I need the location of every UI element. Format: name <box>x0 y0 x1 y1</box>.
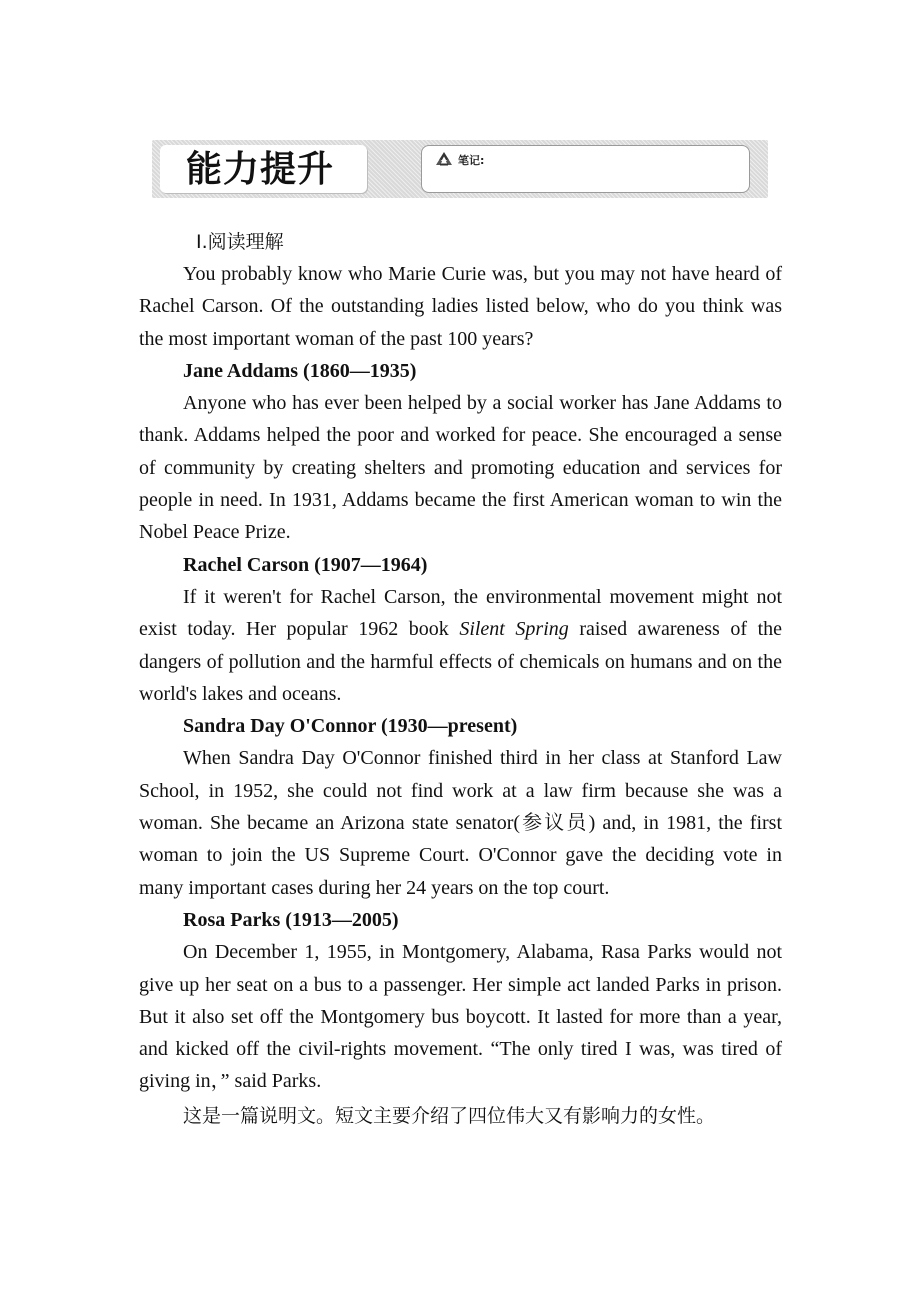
entry-body: Anyone who has ever been helped by a social worker has Jane Addams to thank. Addams helped the poor and worked for peace. She encouraged a sense of community by creating shelters and promoting education and services for people in need. In 1931, Addams became the first American woman to win the Nobel Peace Prize. <box>139 392 782 544</box>
entry-body-text: If it weren't for Rachel Carson, the environmental movement might not exist today. Her popular 1962 book <box>139 585 782 641</box>
notes-label: 笔记: <box>458 154 485 167</box>
entry-heading: Rosa Parks (1913—2005) <box>183 908 399 931</box>
entry-body <box>139 581 782 710</box>
entry-body: When Sandra Day O'Connor finished third in her class at Stanford Law School, in 1952, she could not find work at a law firm because she was a woman. She became an Arizona state senator(参议员) and, in 1981, the first woman to join the US Supreme Court. O'Connor gave the deciding vote in many important cases during her 24 years on the top court. <box>139 747 782 899</box>
book-title: Silent Spring <box>459 618 569 641</box>
entry-heading: Jane Addams (1860—1935) <box>183 359 417 382</box>
summary-note: 这是一篇说明文。短文主要介绍了四位伟大又有影响力的女性。 <box>183 1104 716 1127</box>
entry-heading: Rachel Carson (1907—1964) <box>183 553 428 576</box>
entry-body: On December 1, 1955, in Montgomery, Alabama, Rasa Parks would not give up her seat on a bus to a passenger. Her simple act landed Parks in prison. But it also set off the Montgomery bus boycott. It lasted for more than a year, and kicked off the civil-rights movement. “The only tired I was, was tired of giving in，” said Parks. <box>139 941 782 1093</box>
section-label: Ⅰ.阅读理解 <box>196 231 284 253</box>
notes-box <box>421 145 750 193</box>
entry-heading: Sandra Day O'Connor (1930—present) <box>183 715 518 738</box>
recycle-icon <box>434 151 454 167</box>
banner-title: 能力提升 <box>186 149 335 190</box>
reading-passage <box>139 226 782 1132</box>
section-banner <box>152 140 768 198</box>
banner-title-box <box>160 145 367 193</box>
entry-body-text: raised awareness of the dangers of pollution and the harmful effects of chemicals on humans and on the world's lakes and oceans. <box>139 618 783 705</box>
intro-paragraph: You probably know who Marie Curie was, but you may not have heard of Rachel Carson. Of the outstanding ladies listed below, who do you think was the most important woman of the past 100 years? <box>139 263 782 350</box>
